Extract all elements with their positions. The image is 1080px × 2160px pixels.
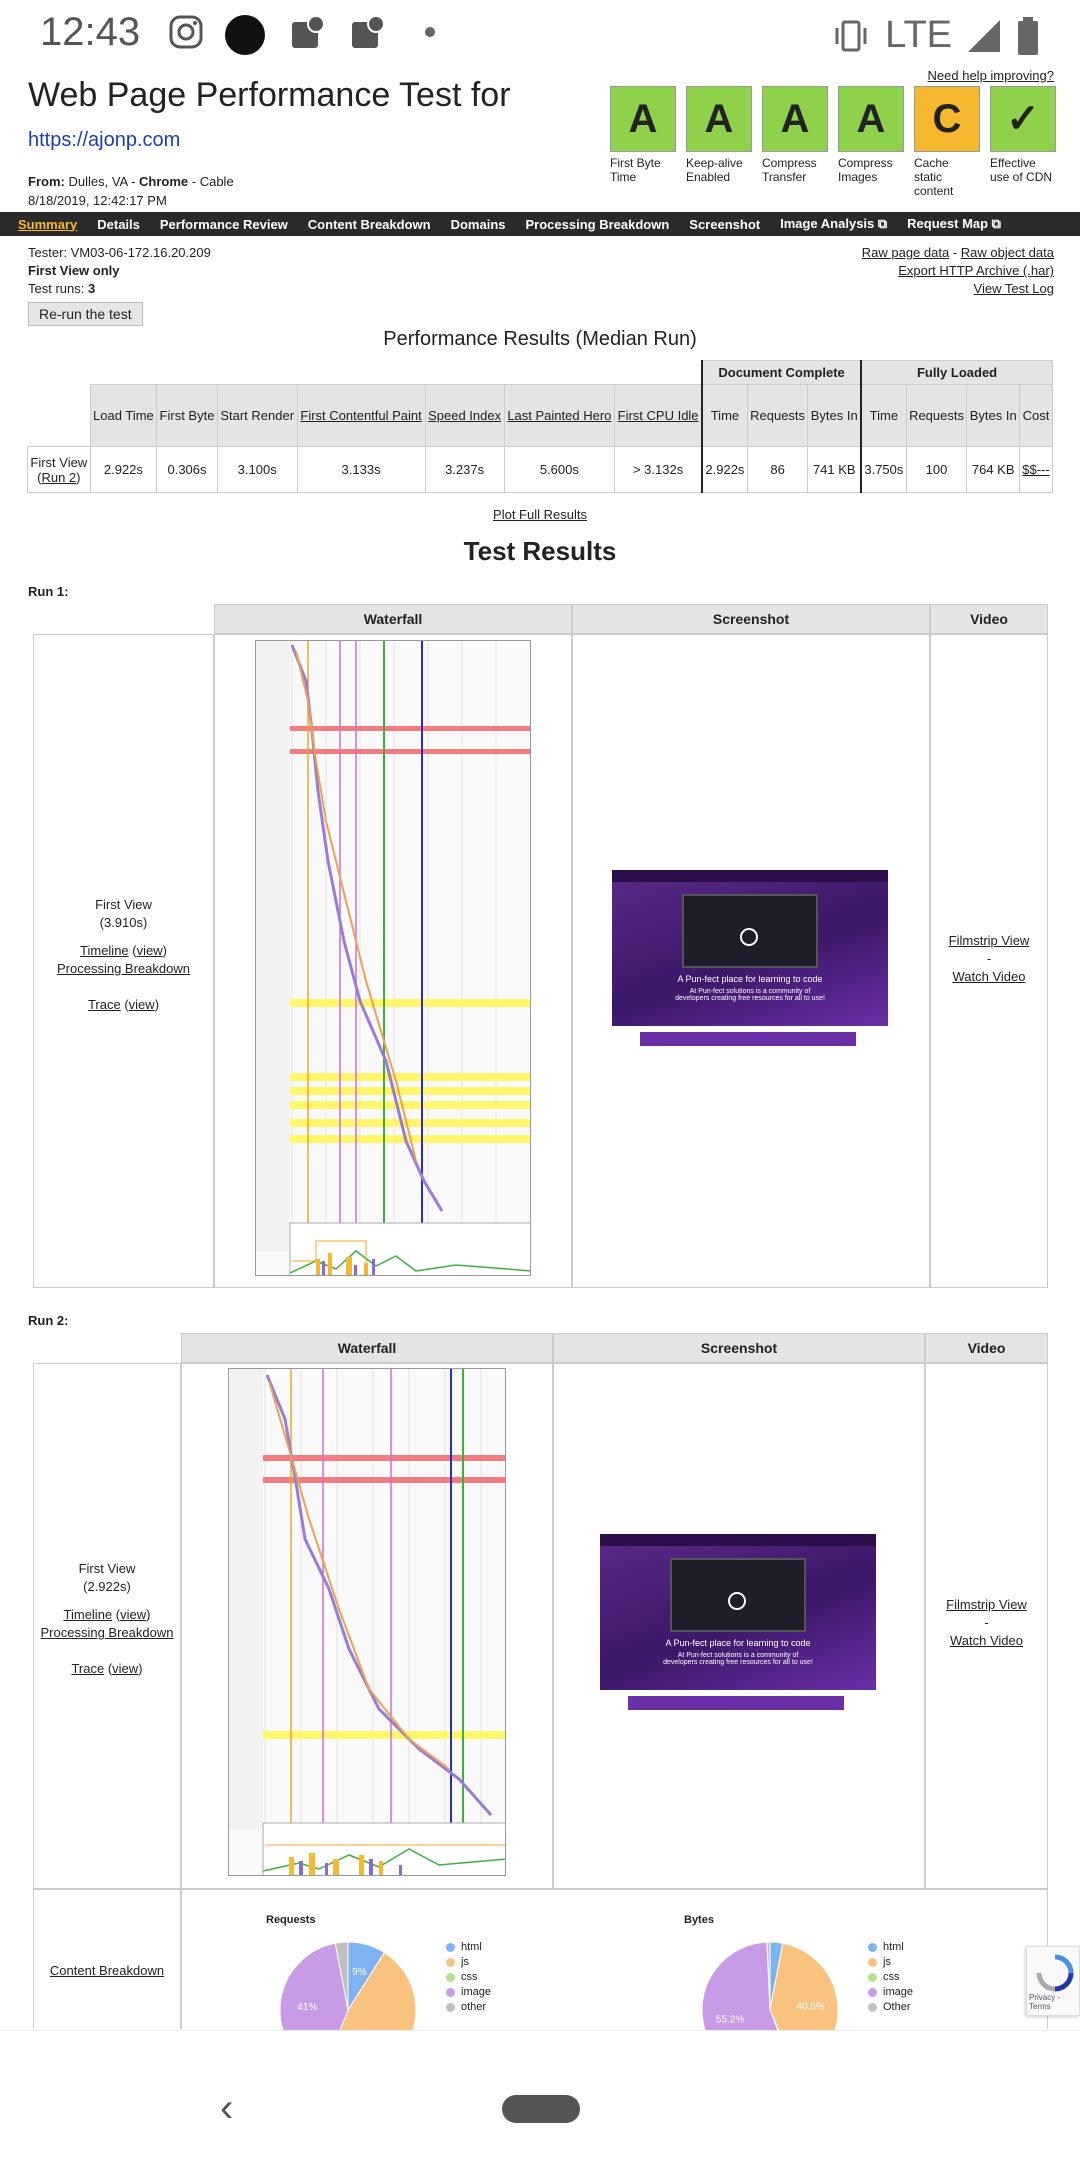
connection: - Cable [188, 174, 234, 189]
app-icon [224, 14, 266, 56]
screenshot-navbar [612, 870, 888, 882]
legend-swatch-js [446, 1958, 455, 1967]
test-results-title: Test Results [463, 536, 617, 566]
cost-value[interactable]: $$--- [1020, 447, 1053, 493]
timeline-view-link[interactable]: view [120, 1607, 147, 1622]
video-separator: - [984, 1615, 989, 1630]
legend-label: html [883, 1941, 904, 1953]
grade-box: C [914, 86, 980, 152]
view-log-link[interactable]: View Test Log [973, 281, 1054, 296]
vibrate-icon [831, 18, 871, 54]
grades [610, 86, 1056, 198]
grade-label: Compress Images [838, 156, 893, 184]
first-view-label: First View [95, 897, 152, 912]
filmstrip-link[interactable]: Filmstrip View [948, 933, 1030, 948]
need-help-link[interactable]: Need help improving? [927, 68, 1054, 83]
filmstrip-link[interactable]: Filmstrip View [946, 1597, 1027, 1612]
dc-bytes-header: Bytes In [808, 385, 861, 447]
fl-time-header: Time [861, 385, 906, 447]
legend-swatch-image [868, 1988, 877, 1997]
pie-slice-js [770, 1943, 838, 2030]
content-breakdown-cell [33, 1889, 181, 2029]
results-nav [0, 212, 1080, 236]
status-bar [0, 0, 1080, 70]
legend-item [446, 1985, 491, 2000]
screenshot-fold [628, 1696, 844, 1710]
start-render-value: 3.100s [217, 447, 297, 493]
legend-swatch-other [868, 2003, 877, 2012]
cpu-idle-header[interactable]: First CPU Idle [615, 385, 703, 447]
location: Dulles, VA - [68, 174, 140, 189]
processing-breakdown-link[interactable]: Processing Breakdown [40, 1625, 174, 1640]
start-render-header: Start Render [217, 385, 297, 447]
waterfall-chart [229, 1369, 506, 1876]
grade-compress-transfer[interactable] [762, 86, 828, 198]
grade-label: Effective use of CDN [990, 156, 1053, 184]
legend-item [446, 1970, 491, 1985]
legend-label: Other [883, 2001, 911, 2013]
waterfall-header: Waterfall [214, 604, 572, 634]
fl-requests-value: 100 [906, 447, 967, 493]
raw-object-link[interactable]: Raw object data [960, 245, 1054, 260]
recaptcha-text: Privacy - Terms [1029, 1993, 1061, 2011]
first-byte-value: 0.306s [157, 447, 218, 493]
plot-full-results-link[interactable]: Plot Full Results [493, 507, 587, 522]
nav-screenshot[interactable]: Screenshot [689, 216, 761, 232]
watch-video-link[interactable]: Watch Video [950, 1633, 1023, 1648]
row-header-blank [28, 385, 91, 447]
nav-summary[interactable]: Summary [18, 216, 78, 232]
screenshot-subtext: At Pun-fect solutions is a community of developers creating free resources for all to use! [663, 1652, 813, 1666]
dc-requests-value: 86 [747, 447, 808, 493]
legend-item [446, 1940, 491, 1955]
raw-page-link[interactable]: Raw page data [861, 245, 950, 260]
run-2-side-text: First View (2.922s) Timeline (view) Processing Breakdown Trace (view) [33, 1560, 181, 1678]
first-byte-header: First Byte [157, 385, 218, 447]
legend-swatch-css [868, 1973, 877, 1982]
dc-requests-header: Requests [747, 385, 808, 447]
grade-box: A [762, 86, 828, 152]
legend-label: css [461, 1971, 478, 1983]
speed-index-header[interactable]: Speed Index [425, 385, 504, 447]
fcp-header[interactable]: First Contentful Paint [297, 385, 425, 447]
legend-label: other [461, 2001, 487, 2013]
fcp-value: 3.133s [297, 447, 425, 493]
grade-label: Keep-alive Enabled [686, 156, 743, 184]
watch-video-link[interactable]: Watch Video [952, 969, 1026, 984]
legend-item [446, 1955, 491, 1970]
screenshot-headline: A Pun-fect place for learning to code [677, 974, 823, 984]
run-2-waterfall-image[interactable] [228, 1368, 506, 1876]
screenshot-header: Screenshot [553, 1333, 925, 1363]
screenshot-fold [640, 1032, 856, 1046]
nav-performance-review[interactable]: Performance Review [159, 216, 288, 232]
pie-data-label: 55.2% [715, 2014, 745, 2026]
trace-link[interactable]: Trace [87, 997, 121, 1012]
load-time-header: Load Time [90, 385, 157, 447]
timeline-link[interactable]: Timeline [80, 943, 129, 958]
play-icon [740, 928, 758, 946]
screenshot-headline: A Pun-fect place for learning to code [665, 1638, 811, 1648]
legend-label: image [883, 1986, 913, 1998]
legend-swatch-js [868, 1958, 877, 1967]
link-separator: - [949, 245, 961, 260]
grade-box: A [838, 86, 904, 152]
run-link[interactable]: Run 2 [41, 469, 77, 485]
test-date: 8/18/2019, 12:42:17 PM [28, 193, 167, 208]
pie-data-label: 9% [352, 1966, 367, 1978]
dc-time-header: Time [702, 385, 747, 447]
grade-label: First Byte Time [610, 156, 661, 184]
run-1-video-links [930, 932, 1048, 986]
legend-label: css [883, 1971, 900, 1983]
run-time: (2.922s) [83, 1579, 131, 1594]
legend-label: js [883, 1956, 891, 1968]
export-har-link[interactable]: Export HTTP Archive (.har) [898, 263, 1054, 278]
grade-cdn[interactable] [990, 86, 1056, 198]
first-view-label: First View [30, 454, 88, 470]
bytes-legend [868, 1940, 913, 2015]
requests-pie-title: Requests [266, 1914, 316, 1926]
screenshot-navbar [600, 1534, 876, 1546]
doc-complete-header: Document Complete [702, 361, 861, 385]
test-url-link[interactable]: https://ajonp.com [28, 129, 181, 151]
nav-content-breakdown[interactable]: Content Breakdown [307, 216, 431, 232]
processing-breakdown-link[interactable]: Processing Breakdown [57, 961, 190, 976]
legend-swatch-html [446, 1943, 455, 1952]
test-runs-label: Test runs: [28, 281, 88, 296]
row-label: First View (Run 2) [28, 447, 91, 493]
legend-item [868, 1970, 913, 1985]
legend-item [868, 1985, 913, 2000]
run-2-screenshot[interactable] [600, 1534, 876, 1690]
grade-box: ✓ [990, 86, 1056, 152]
status-time: 12:43 [40, 10, 141, 54]
tester-info [28, 244, 211, 326]
dc-bytes-value: 741 KB [808, 447, 861, 493]
screenshot-subtext: At Pun-fect solutions is a community of developers creating free resources for all to use! [675, 988, 825, 1002]
run-time: (3.910s) [99, 915, 148, 930]
bytes-pie-title: Bytes [684, 1914, 714, 1926]
grade-first-byte[interactable] [610, 86, 676, 198]
test-runs-value: 3 [87, 281, 96, 296]
from-label: From: [28, 174, 65, 189]
tester-id: Tester: VM03-06-172.16.20.209 [28, 245, 211, 260]
maps-icon [290, 14, 326, 50]
content-breakdown-label [33, 1962, 181, 1980]
requests-pie-chart [278, 1940, 418, 2030]
raw-links [862, 244, 1054, 298]
pie-data-label: 40.6% [796, 2001, 825, 2013]
legend-label: html [461, 1941, 482, 1953]
first-view-label: First View [78, 1561, 136, 1576]
lph-header[interactable]: Last Painted Hero [504, 385, 614, 447]
legend-swatch-css [446, 1973, 455, 1982]
grade-box: A [686, 86, 752, 152]
fl-requests-header: Requests [906, 385, 967, 447]
waterfall-header: Waterfall [181, 1333, 553, 1363]
nav-image-analysis[interactable]: Image Analysis ⧉ [780, 216, 888, 231]
first-view-only: First View only [28, 263, 120, 278]
recaptcha-icon [1035, 1953, 1075, 1993]
trace-view-link[interactable]: view [128, 997, 155, 1012]
run-1-label: Run 1: [28, 584, 69, 599]
requests-legend [446, 1940, 491, 2015]
grade-label: Compress Transfer [762, 156, 817, 184]
legend-item [868, 1955, 913, 1970]
fl-bytes-value: 764 KB [967, 447, 1020, 493]
grade-box: A [610, 86, 676, 152]
lph-value: 5.600s [504, 447, 614, 493]
grade-keep-alive[interactable] [686, 86, 752, 198]
test-runs [28, 280, 211, 298]
grade-cache-static[interactable] [914, 86, 980, 198]
video-header: Video [925, 1333, 1048, 1363]
waterfall-chart [256, 641, 531, 1276]
fl-time-value: 3.750s [861, 447, 906, 493]
table-row [28, 447, 1053, 493]
content-breakdown-link[interactable]: Content Breakdown [49, 1963, 165, 1978]
trace-view-link[interactable]: view [112, 1661, 139, 1676]
bytes-pie-chart [700, 1940, 840, 2030]
legend-swatch-other [446, 2003, 455, 2012]
trace-link[interactable]: Trace [71, 1661, 105, 1676]
grade-compress-images[interactable] [838, 86, 904, 198]
rerun-button[interactable]: Re-run the test [28, 302, 143, 326]
system-navigation-bar [0, 2030, 1080, 2160]
screenshot-header: Screenshot [572, 604, 930, 634]
run-2-label: Run 2: [28, 1313, 69, 1328]
back-icon[interactable]: ‹ [220, 2086, 234, 2130]
pie-data-label: 41% [297, 2002, 318, 2014]
battery-icon [1016, 16, 1040, 56]
cost-header: Cost [1020, 385, 1053, 447]
instagram-icon [168, 14, 204, 50]
fl-bytes-header: Bytes In [967, 385, 1020, 447]
browser: Chrome [139, 174, 189, 189]
nav-request-map[interactable]: Request Map ⧉ [907, 216, 1001, 231]
maps-icon-2 [350, 14, 386, 50]
cpu-idle-value: > 3.132s [615, 447, 703, 493]
signal-icon [966, 18, 1002, 54]
network-type: LTE [885, 14, 952, 56]
legend-swatch-html [868, 1943, 877, 1952]
home-button[interactable] [502, 2095, 580, 2123]
speed-index-value: 3.237s [425, 447, 504, 493]
run-2-video-links [925, 1596, 1048, 1650]
recaptcha-badge[interactable] [1026, 1946, 1080, 2016]
legend-item [868, 2000, 913, 2015]
legend-swatch-image [446, 1988, 455, 1997]
load-time-value: 2.922s [90, 447, 157, 493]
run-1-screenshot[interactable] [612, 870, 888, 1026]
fully-loaded-header: Fully Loaded [861, 361, 1052, 385]
video-header: Video [930, 604, 1048, 634]
dc-time-value: 2.922s [702, 447, 747, 493]
legend-item [868, 1940, 913, 1955]
timeline-link[interactable]: Timeline [63, 1607, 113, 1622]
nav-details[interactable]: Details [97, 216, 140, 232]
play-icon [728, 1592, 746, 1610]
legend-label: image [461, 1986, 491, 1998]
run-1-waterfall-image[interactable] [255, 640, 531, 1276]
notification-dot-icon [424, 26, 436, 38]
run-1-side-text: First View (3.910s) Timeline (view) Processing Breakdown Trace (view) [33, 896, 214, 1014]
performance-table [27, 360, 1053, 493]
page-title: Web Page Performance Test for [28, 76, 511, 114]
performance-title: Performance Results (Median Run) [383, 328, 697, 350]
blank-header [28, 361, 703, 385]
nav-processing-breakdown[interactable]: Processing Breakdown [525, 216, 670, 232]
nav-domains[interactable]: Domains [450, 216, 506, 232]
grade-label: Cache static content [914, 156, 954, 198]
video-separator: - [986, 951, 992, 966]
legend-label: js [461, 1956, 469, 1968]
legend-item [446, 2000, 491, 2015]
timeline-view-link[interactable]: view [136, 943, 163, 958]
